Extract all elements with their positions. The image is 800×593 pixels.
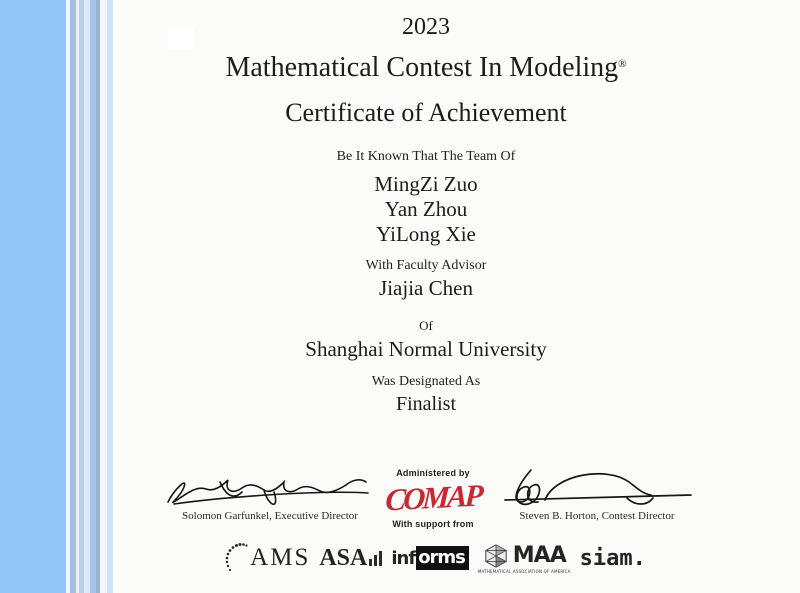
registered-mark: ® xyxy=(618,58,627,70)
team-intro-text: Be It Known That The Team Of xyxy=(336,149,516,164)
horton-signature-icon xyxy=(497,460,697,514)
comap-block xyxy=(375,468,491,529)
asa-bars-icon xyxy=(369,551,382,566)
informs-logo xyxy=(391,546,469,570)
institution-name: Shanghai Normal University xyxy=(305,337,547,361)
ams-label: AMS xyxy=(250,544,311,571)
designation-text: Finalist xyxy=(395,393,456,415)
comap-logo: COMAP xyxy=(384,477,482,518)
sponsor-logos-row xyxy=(240,538,646,578)
signature-block-executive-director xyxy=(150,462,390,522)
advisor-intro-text: With Faculty Advisor xyxy=(365,258,487,273)
informs-prefix: inf xyxy=(391,547,416,569)
executive-director-caption: Solomon Garfunkel, Executive Director xyxy=(182,510,358,522)
ams-dots-icon xyxy=(224,542,248,574)
informs-box-text: orms xyxy=(416,546,469,570)
asa-logo xyxy=(319,545,382,572)
certificate-subtitle: Certificate of Achievement xyxy=(285,98,567,127)
maa-polyhedron-icon xyxy=(483,543,509,569)
certificate-title-text: Mathematical Contest In Modeling xyxy=(225,52,619,83)
certificate-year: 2023 xyxy=(402,14,450,40)
maa-caption: MATHEMATICAL ASSOCIATION OF AMERICA xyxy=(477,568,571,574)
siam-label: siam. xyxy=(579,545,646,571)
left-stripe-border xyxy=(0,0,120,593)
team-member-1: MingZi Zuo xyxy=(374,172,478,196)
team-member-2: Yan Zhou xyxy=(384,197,468,221)
asa-label: ASA xyxy=(319,544,368,571)
signature-block-contest-director xyxy=(492,460,702,522)
certificate-title xyxy=(120,52,732,84)
administered-by-label: Administered by xyxy=(396,468,470,478)
with-support-from-label: With support from xyxy=(392,519,474,529)
team-member-3: YiLong Xie xyxy=(376,222,476,246)
contest-director-caption: Steven B. Horton, Contest Director xyxy=(519,510,675,522)
ams-logo xyxy=(224,542,310,574)
maa-label: MAA xyxy=(512,542,566,568)
designation-intro-text: Was Designated As xyxy=(371,374,481,389)
of-label: Of xyxy=(419,318,433,333)
siam-logo xyxy=(580,546,646,571)
advisor-name: Jiajia Chen xyxy=(379,276,473,300)
garfunkel-signature-icon xyxy=(160,462,380,514)
maa-logo xyxy=(478,543,571,574)
